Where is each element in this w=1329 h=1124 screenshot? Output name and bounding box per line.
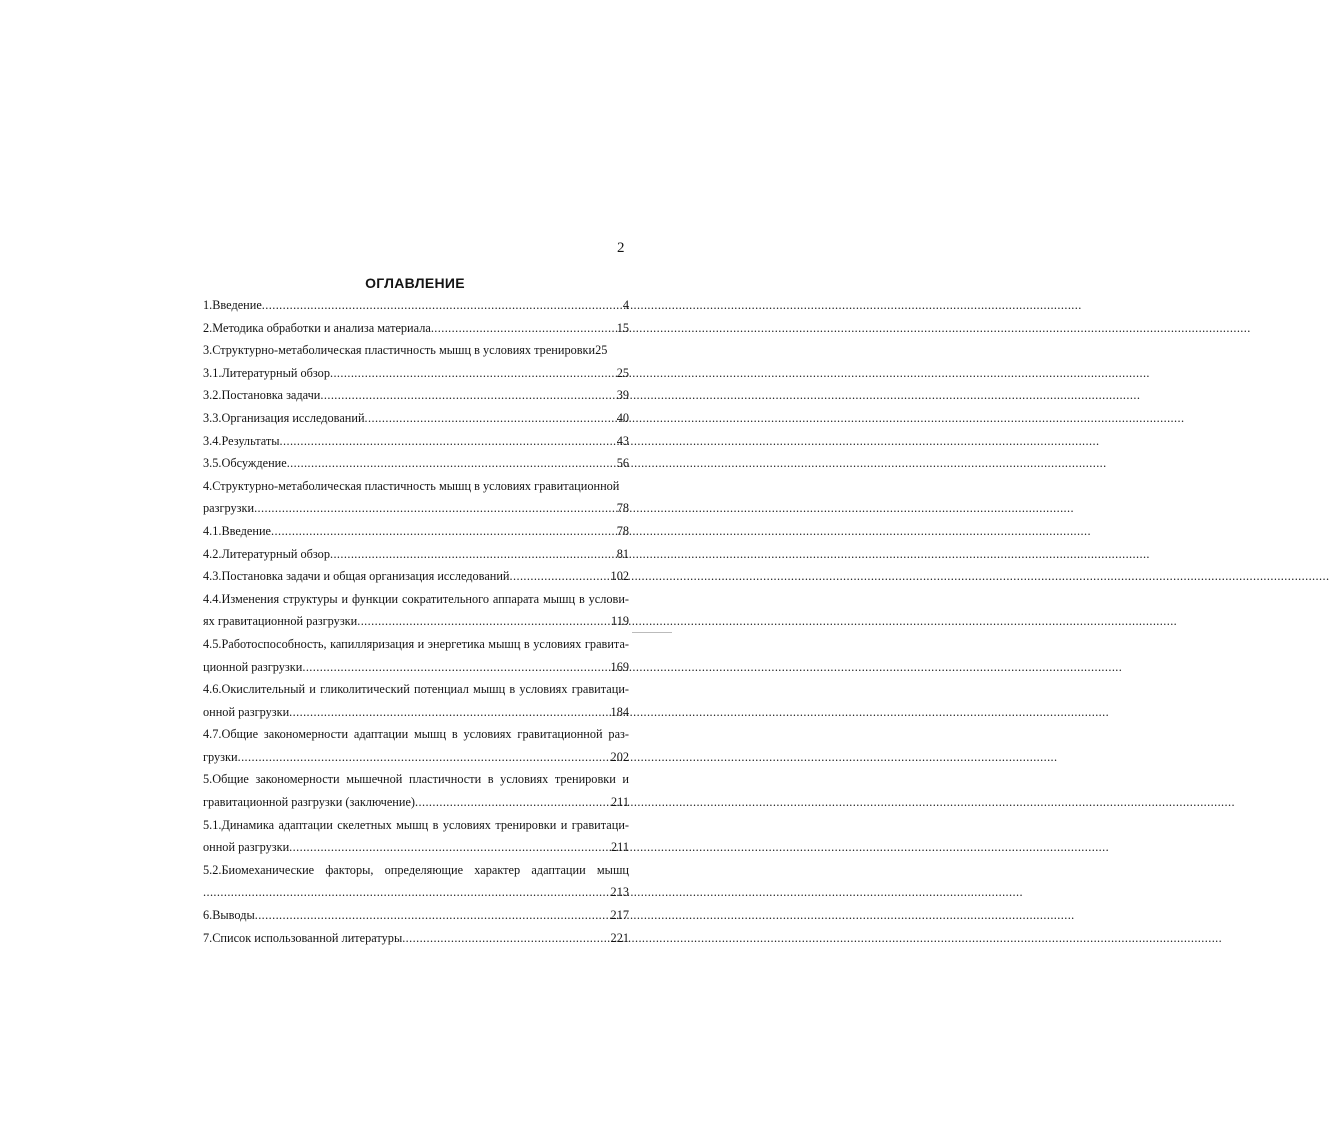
- toc-entry-4-7-cont: грузки ..... 202: [203, 746, 629, 769]
- toc-entry-chapter-5-cont: гравитационной разгрузки (заключение) ..... 211: [203, 791, 629, 814]
- toc-entry-chapter-4: 4.Структурно-метаболическая пластичность мышц в условиях гравитационной: [203, 478, 620, 493]
- toc-entry-references: 7.Список использованной литературы ..... 221: [203, 927, 629, 950]
- toc-entry-4-5: 4.5.Работоспособность, капилляризация и энергетика мышц в условиях гравита-: [203, 636, 629, 651]
- toc-entry-3-2: 3.2.Постановка задачи ..... 39: [203, 384, 629, 407]
- toc-entry-4-1: 4.1.Введение ..... 78: [203, 520, 629, 543]
- toc-entry-methods: 2.Методика обработки и анализа материала ..... 15: [203, 317, 629, 340]
- page-number: 2: [617, 240, 625, 256]
- toc-entry-introduction: 1.Введение ..... 4: [203, 294, 629, 317]
- toc-entry-conclusions: 6.Выводы ..... 217: [203, 904, 629, 927]
- toc-entry-4-2: 4.2.Литературный обзор ..... 81: [203, 543, 629, 566]
- toc-entry-3-4: 3.4.Результаты ..... 43: [203, 430, 629, 453]
- toc-entry-3-1: 3.1.Литературный обзор ..... 25: [203, 362, 629, 385]
- toc-entry-4-4-cont: ях гравитационной разгрузки ..... 119: [203, 610, 629, 633]
- toc-entry-4-4: 4.4.Изменения структуры и функции сократительного аппарата мышц в услови-: [203, 591, 629, 606]
- toc-entry-chapter-5: 5.Общие закономерности мышечной пластичности в условиях тренировки и: [203, 772, 629, 787]
- scan-artifact: [632, 632, 672, 633]
- table-of-contents: [203, 294, 629, 949]
- toc-entry-4-7: 4.7.Общие закономерности адаптации мышц в условиях гравитационной раз-: [203, 727, 629, 742]
- toc-entry-5-1-cont: онной разгрузки ..... 211: [203, 836, 629, 859]
- toc-entry-4-3: 4.3.Постановка задачи и общая организация исследований ..... 102: [203, 565, 629, 588]
- toc-entry-3-5: 3.5.Обсуждение ..... 56: [203, 452, 629, 475]
- toc-entry-chapter-4-cont: разгрузки ..... 78: [203, 497, 629, 520]
- toc-entry-5-2-cont: ..... 213: [203, 881, 629, 904]
- toc-entry-chapter-3: 3.Структурно-метаболическая пластичность мышц в условиях тренировки25: [203, 343, 608, 358]
- toc-entry-5-2: 5.2.Биомеханические факторы, определяющие характер адаптации мышц: [203, 862, 629, 877]
- toc-title: ОГЛАВЛЕНИЕ: [365, 275, 465, 291]
- toc-entry-3-3: 3.3.Организация исследований ..... 40: [203, 407, 629, 430]
- toc-entry-4-5-cont: ционной разгрузки ..... 169: [203, 656, 629, 679]
- toc-entry-5-1: 5.1.Динамика адаптации скелетных мышц в условиях тренировки и гравитаци-: [203, 817, 629, 832]
- toc-entry-4-6-cont: онной разгрузки ..... 184: [203, 701, 629, 724]
- toc-entry-4-6: 4.6.Окислительный и гликолитический потенциал мышц в условиях гравитаци-: [203, 682, 629, 697]
